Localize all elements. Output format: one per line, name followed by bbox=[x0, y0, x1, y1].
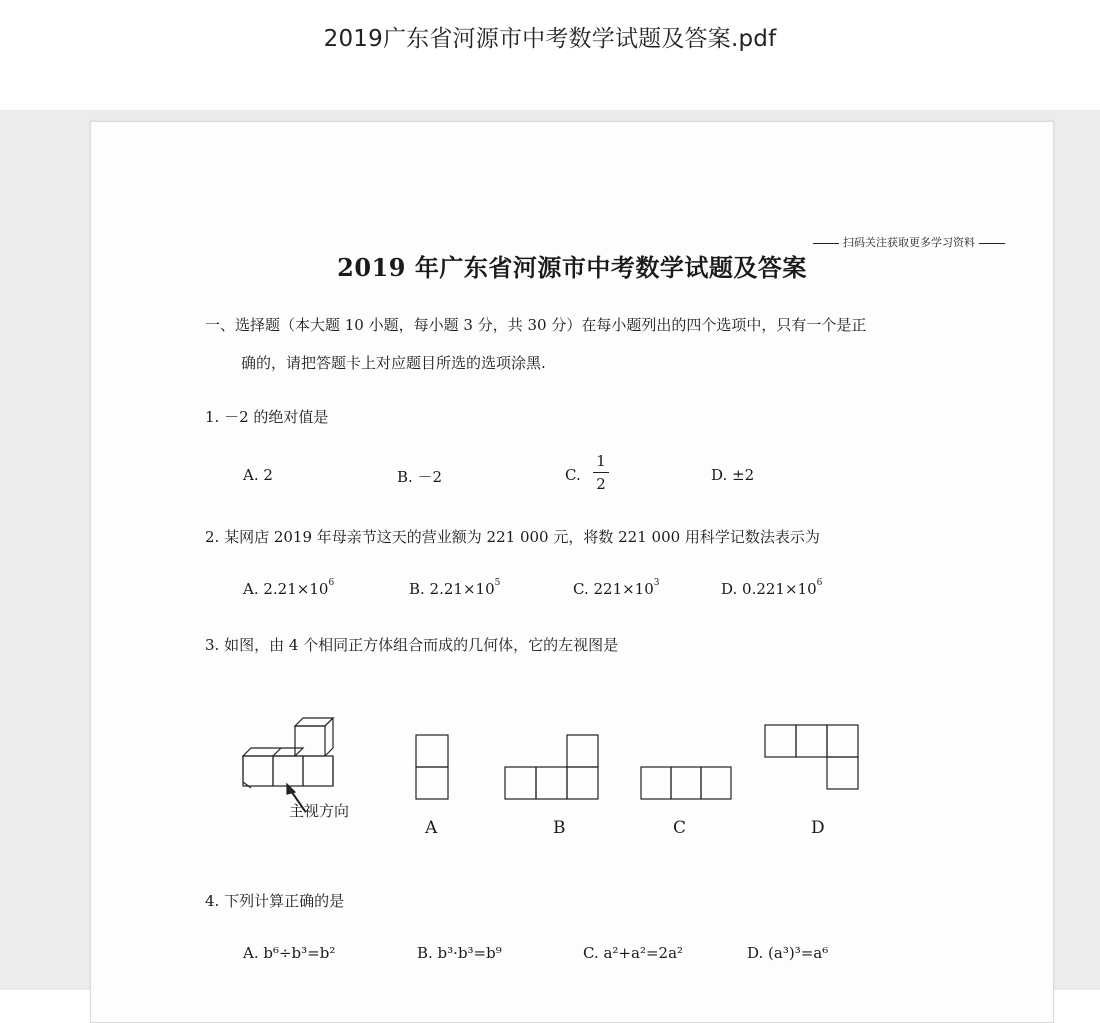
fraction-numerator: 1 bbox=[596, 452, 606, 470]
scan-note-text: 扫码关注获取更多学习资料 bbox=[843, 236, 975, 249]
q1-option-d: D. ±2 bbox=[711, 466, 755, 484]
q2-b-base: B. 2.21×10 bbox=[409, 580, 495, 598]
paper-title: 2019 年广东省河源市中考数学试题及答案 bbox=[337, 253, 807, 282]
q3-label-c: C bbox=[673, 818, 687, 838]
document-title: 2019广东省河源市中考数学试题及答案.pdf bbox=[323, 26, 777, 52]
q4-option-a: A. b⁶÷b³=b² bbox=[243, 944, 336, 962]
q2-option-c bbox=[573, 580, 660, 598]
q2-c-base: C. 221×10 bbox=[573, 580, 654, 598]
q1-stem: 1. －2 的绝对值是 bbox=[205, 408, 329, 426]
q3-label-d: D bbox=[811, 818, 825, 838]
pdf-viewer[interactable] bbox=[0, 110, 1100, 990]
q1-option-c-prefix: C. bbox=[565, 466, 581, 484]
q4-option-d: D. (a³)³=a⁶ bbox=[747, 944, 829, 962]
q2-b-exp: 5 bbox=[494, 578, 501, 588]
q1-option-a: A. 2 bbox=[243, 466, 273, 484]
q2-c-exp: 3 bbox=[653, 578, 660, 588]
q2-d-exp: 6 bbox=[816, 578, 823, 588]
q2-option-b bbox=[409, 580, 500, 598]
q3-figure-d bbox=[763, 724, 863, 794]
q2-a-base: A. 2.21×10 bbox=[243, 580, 329, 598]
q4-stem: 4. 下列计算正确的是 bbox=[205, 892, 345, 910]
q2-d-base: D. 0.221×10 bbox=[721, 580, 817, 598]
q3-label-a: A bbox=[425, 818, 438, 838]
section1-line1: 一、选择题（本大题 10 小题，每小题 3 分，共 30 分）在每小题列出的四个选项中，只有一个是正 bbox=[205, 316, 867, 334]
q4-option-c: C. a²+a²=2a² bbox=[583, 944, 684, 962]
scan-note-dash-right bbox=[979, 243, 1005, 244]
fraction-bar bbox=[593, 472, 609, 473]
q1-option-b: B. －2 bbox=[397, 468, 443, 486]
q3-label-b: B bbox=[553, 818, 566, 838]
q1-option-c-fraction bbox=[593, 452, 609, 493]
q2-a-exp: 6 bbox=[328, 578, 335, 588]
q3-solid-figure bbox=[237, 702, 347, 812]
q3-figure-b bbox=[503, 734, 603, 804]
header bbox=[0, 0, 1100, 110]
q2-option-d bbox=[721, 580, 822, 598]
q3-stem: 3. 如图，由 4 个相同正方体组合而成的几何体，它的左视图是 bbox=[205, 636, 619, 654]
q4-option-b: B. b³·b³=b⁹ bbox=[417, 944, 502, 962]
q3-figure-a bbox=[415, 734, 451, 804]
q3-figure-c bbox=[639, 766, 735, 802]
q2-option-a bbox=[243, 580, 334, 598]
q3-arrow-label: 主视方向 bbox=[289, 802, 350, 820]
fraction-denominator: 2 bbox=[596, 475, 606, 493]
section1-line2: 确的，请把答题卡上对应题目所选的选项涂黑. bbox=[241, 354, 546, 372]
scan-note-dash-left bbox=[813, 243, 839, 244]
q2-stem: 2. 某网店 2019 年母亲节这天的营业额为 221 000 元，将数 221 000 用科学记数法表示为 bbox=[205, 528, 820, 546]
pdf-page bbox=[90, 121, 1054, 1023]
